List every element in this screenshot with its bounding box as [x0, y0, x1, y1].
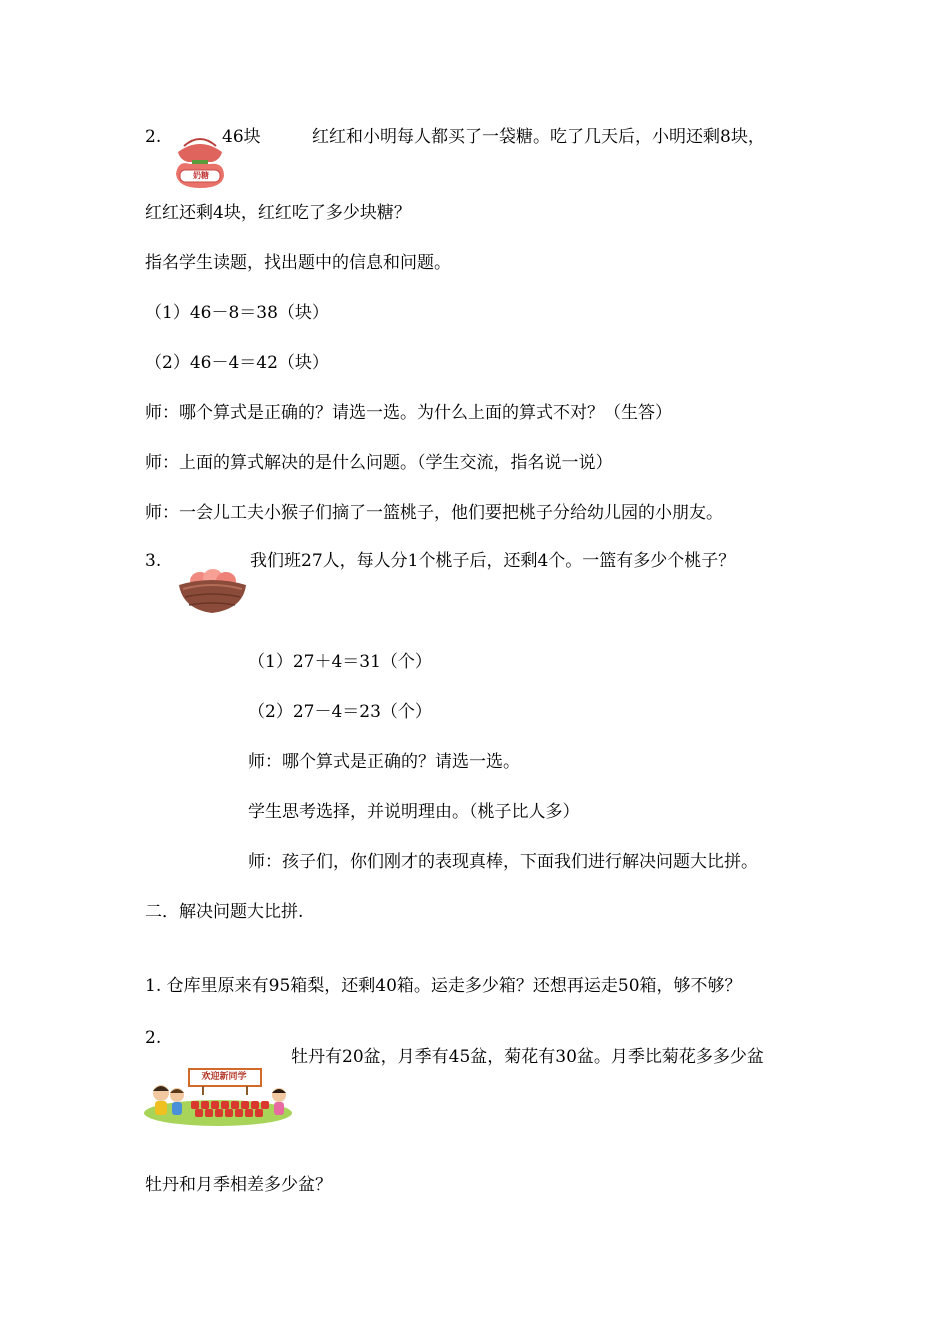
- welcome-sign-text: 欢迎新同学: [201, 1072, 247, 1082]
- problem-2-line1: 牡丹有20盆，月季有45盆，菊花有30盆。月季比菊花多多少盆: [291, 1047, 764, 1067]
- teacher-line: 师：上面的算式解决的是什么问题。（学生交流，指名说一说）: [145, 453, 613, 473]
- student-line: 学生思考选择，并说明理由。（桃子比人多）: [248, 802, 580, 822]
- question-number: 3.: [145, 551, 162, 571]
- teacher-line: 师：哪个算式是正确的？请选一选。为什么上面的算式不对？（生答）: [145, 403, 672, 423]
- peach-basket-image: [175, 565, 250, 615]
- question-number: 2.: [145, 1028, 162, 1048]
- candy-bag-image: [170, 130, 230, 190]
- teacher-line: 师：孩子们，你们刚才的表现真棒，下面我们进行解决问题大比拼。: [248, 852, 758, 872]
- option-line: （2）46－4＝42（块）: [145, 353, 329, 373]
- option-line: （1）46－8＝38（块）: [145, 303, 329, 323]
- bag-amount-label: 46块: [222, 127, 261, 147]
- option-line: （1）27＋4＝31（个）: [248, 652, 432, 672]
- problem-1-text: 1. 仓库里原来有95箱梨，还剩40箱。运走多少箱？还想再运走50箱，够不够？: [145, 976, 742, 996]
- section-heading: 二．解决问题大比拼.: [145, 902, 304, 922]
- problem-2-line2: 牡丹和月季相差多少盆？: [145, 1175, 332, 1195]
- instruction-text: 指名学生读题，找出题中的信息和问题。: [145, 253, 451, 273]
- option-line: （2）27－4＝23（个）: [248, 702, 432, 722]
- teacher-line: 师：一会儿工夫小猴子们摘了一篮桃子，他们要把桃子分给幼儿园的小朋友。: [145, 503, 723, 523]
- question-number: 2.: [145, 127, 162, 147]
- bag-label-text: 奶糖: [193, 170, 209, 180]
- teacher-line: 师：哪个算式是正确的？请选一选。: [248, 752, 520, 772]
- question-text-line2: 红红还剩4块，红红吃了多少块糖？: [145, 203, 411, 223]
- question-text: 我们班27人，每人分1个桃子后，还剩4个。一篮有多少个桃子？: [250, 551, 736, 571]
- question-text-line1: 红红和小明每人都买了一袋糖。吃了几天后，小明还剩8块，: [312, 127, 765, 147]
